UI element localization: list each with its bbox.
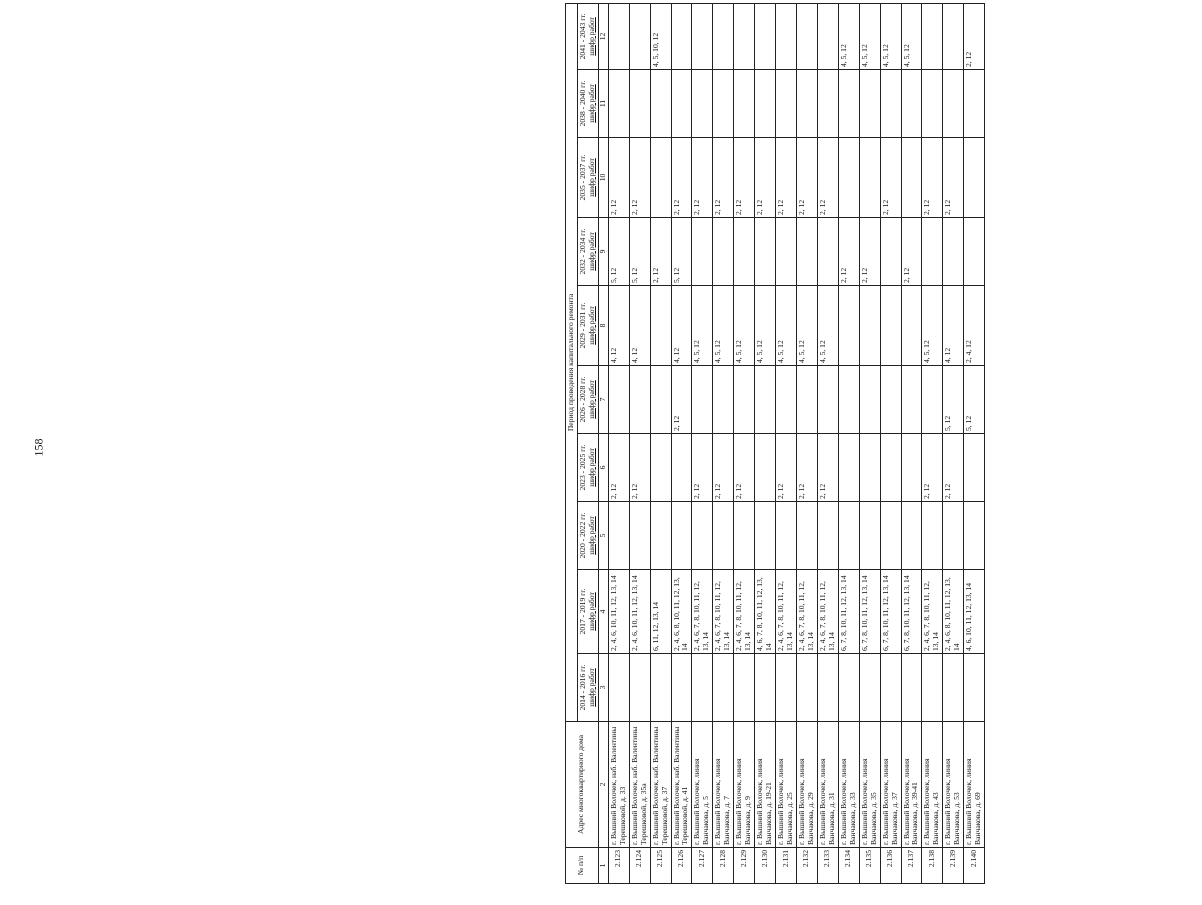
row-number: 2.140 [964, 848, 985, 884]
work-cipher-cell [650, 70, 671, 138]
work-cipher-cell [859, 366, 880, 434]
table-row [964, 3, 985, 883]
row-address: г. Вышний Волочек, линия Ванчакова, д. 5 [692, 722, 713, 848]
period-header [577, 70, 598, 138]
work-cipher-cell [629, 502, 650, 570]
work-cipher-cell: 4, 5, 12 [734, 286, 755, 366]
work-cipher-cell [671, 3, 692, 69]
period-years: 2023 - 2025 гг. [577, 444, 587, 491]
period-header [577, 286, 598, 366]
period-years: 2038 - 2040 гг. [577, 80, 587, 127]
column-number: 3 [598, 654, 608, 722]
row-number: 2.127 [692, 848, 713, 884]
work-cipher-cell: 6, 7, 8, 10, 11, 12, 13, 14 [880, 570, 901, 654]
row-number: 2.135 [859, 848, 880, 884]
period-header [577, 654, 598, 722]
row-number: 2.126 [671, 848, 692, 884]
table-row [817, 3, 838, 883]
period-years: 2041 - 2043 гг. [577, 13, 587, 60]
row-number: 2.125 [650, 848, 671, 884]
row-address: г. Вышний Волочек, линия Ванчакова, д. 35 [859, 722, 880, 848]
work-cipher-cell: 5, 12 [608, 218, 629, 286]
row-number: 2.136 [880, 848, 901, 884]
row-address: г. Вышний Волочек, наб. Валентины Терешковой, д. 33 [608, 722, 629, 848]
repair-schedule-table [565, 3, 985, 884]
work-cipher-cell: 2, 4, 6, 7, 8, 10, 11, 12, 13, 14 [776, 570, 797, 654]
work-cipher-cell [880, 434, 901, 502]
work-cipher-cell: 2, 12 [734, 434, 755, 502]
work-cipher-cell: 2, 4, 6, 10, 11, 12, 13, 14 [629, 570, 650, 654]
work-cipher-cell: 4, 5, 12 [796, 286, 817, 366]
cipher-label: шифр работ [586, 668, 596, 707]
work-cipher-cell [776, 366, 797, 434]
work-cipher-cell: 2, 12 [796, 138, 817, 218]
work-cipher-cell: 2, 12 [629, 138, 650, 218]
table-row [796, 3, 817, 883]
work-cipher-cell [713, 3, 734, 69]
period-header [577, 3, 598, 69]
work-cipher-cell [880, 70, 901, 138]
work-cipher-cell [880, 218, 901, 286]
work-cipher-cell: 4, 5, 12 [692, 286, 713, 366]
work-cipher-cell: 2, 4, 6, 8, 10, 11, 12, 13, 14 [943, 570, 964, 654]
column-number: 2 [598, 722, 608, 848]
work-cipher-cell: 2, 12 [692, 138, 713, 218]
work-cipher-cell [755, 654, 776, 722]
row-address: г. Вышний Волочек, линия Ванчакова, д. 37 [880, 722, 901, 848]
work-cipher-cell [608, 3, 629, 69]
work-cipher-cell: 2, 12 [650, 218, 671, 286]
period-years: 2029 - 2031 гг. [577, 302, 587, 349]
work-cipher-cell: 2, 4, 6, 8, 10, 11, 12, 13, 14 [671, 570, 692, 654]
row-address: г. Вышний Волочек, линия Ванчакова, д. 19-21 [755, 722, 776, 848]
row-number: 2.124 [629, 848, 650, 884]
work-cipher-cell: 6, 7, 8, 10, 11, 12, 13, 14 [901, 570, 922, 654]
work-cipher-cell [901, 502, 922, 570]
work-cipher-cell [692, 218, 713, 286]
table-row [943, 3, 964, 883]
work-cipher-cell [817, 366, 838, 434]
period-years: 2014 - 2016 гг. [577, 664, 587, 711]
work-cipher-cell [776, 70, 797, 138]
work-cipher-cell [692, 502, 713, 570]
table-row [608, 3, 629, 883]
row-number: 2.132 [796, 848, 817, 884]
work-cipher-cell: 4, 5, 12 [755, 286, 776, 366]
row-address: г. Вышний Волочек, линия Ванчакова, д. 29 [796, 722, 817, 848]
work-cipher-cell [817, 3, 838, 69]
table-wrapper [565, 4, 985, 884]
work-cipher-cell: 5, 12 [671, 218, 692, 286]
period-header [577, 434, 598, 502]
row-number: 2.130 [755, 848, 776, 884]
table-row [692, 3, 713, 883]
work-cipher-cell [964, 434, 985, 502]
work-cipher-cell [880, 502, 901, 570]
work-cipher-cell: 2, 12 [671, 138, 692, 218]
period-years: 2020 - 2022 гг. [577, 512, 587, 559]
work-cipher-cell: 2, 4, 6, 7, 8, 10, 11, 12, 13, 14 [817, 570, 838, 654]
work-cipher-cell [755, 3, 776, 69]
work-cipher-cell [922, 366, 943, 434]
row-number: 2.139 [943, 848, 964, 884]
row-address: г. Вышний Волочек, линия Ванчакова, д. 33 [838, 722, 859, 848]
work-cipher-cell [796, 366, 817, 434]
work-cipher-cell: 2, 12 [943, 138, 964, 218]
work-cipher-cell: 5, 12 [629, 218, 650, 286]
column-number: 4 [598, 570, 608, 654]
work-cipher-cell [755, 502, 776, 570]
work-cipher-cell [964, 654, 985, 722]
work-cipher-cell [796, 70, 817, 138]
period-header [577, 570, 598, 654]
period-years: 2032 - 2034 гг. [577, 228, 587, 275]
work-cipher-cell [755, 366, 776, 434]
work-cipher-cell [650, 654, 671, 722]
work-cipher-cell: 2, 12 [922, 434, 943, 502]
cipher-label: шифр работ [586, 17, 596, 56]
table-row [629, 3, 650, 883]
page-number: 158 [31, 438, 46, 457]
work-cipher-cell [943, 70, 964, 138]
period-years: 2017 - 2019 гг. [577, 588, 587, 635]
table-row [838, 3, 859, 883]
work-cipher-cell [608, 70, 629, 138]
work-cipher-cell [943, 218, 964, 286]
header-num: № п/п [566, 848, 599, 884]
work-cipher-cell [901, 286, 922, 366]
work-cipher-cell [671, 434, 692, 502]
table-row [776, 3, 797, 883]
work-cipher-cell [901, 434, 922, 502]
work-cipher-cell [629, 654, 650, 722]
work-cipher-cell: 4, 12 [608, 286, 629, 366]
work-cipher-cell [734, 3, 755, 69]
work-cipher-cell: 6, 11, 12, 13, 14 [650, 570, 671, 654]
work-cipher-cell [859, 502, 880, 570]
work-cipher-cell [859, 286, 880, 366]
work-cipher-cell [922, 70, 943, 138]
work-cipher-cell [629, 3, 650, 69]
row-number: 2.134 [838, 848, 859, 884]
work-cipher-cell: 2, 12 [838, 218, 859, 286]
cipher-label: шифр работ [586, 232, 596, 271]
period-years: 2035 - 2037 гг. [577, 154, 587, 201]
work-cipher-cell [755, 70, 776, 138]
period-header [577, 138, 598, 218]
work-cipher-cell: 2, 12 [692, 434, 713, 502]
work-cipher-cell [838, 502, 859, 570]
row-address: г. Вышний Волочек, линия Ванчакова, д. 43 [922, 722, 943, 848]
work-cipher-cell [650, 138, 671, 218]
work-cipher-cell: 4, 5, 12 [901, 3, 922, 69]
work-cipher-cell: 2, 12 [922, 138, 943, 218]
work-cipher-cell: 2, 12 [608, 434, 629, 502]
work-cipher-cell: 5, 12 [943, 366, 964, 434]
work-cipher-cell [838, 286, 859, 366]
work-cipher-cell: 2, 12 [713, 434, 734, 502]
work-cipher-cell [838, 654, 859, 722]
work-cipher-cell: 2, 4, 6, 7, 8, 10, 11, 12, 13, 14 [692, 570, 713, 654]
work-cipher-cell: 2, 4, 6, 7, 8, 10, 11, 12, 13, 14 [922, 570, 943, 654]
row-number: 2.131 [776, 848, 797, 884]
row-address: г. Вышний Волочек, наб. Валентины Терешковой, д. 35а [629, 722, 650, 848]
work-cipher-cell [817, 218, 838, 286]
work-cipher-cell [734, 218, 755, 286]
work-cipher-cell [943, 654, 964, 722]
work-cipher-cell: 6, 7, 8, 10, 11, 12, 13, 14 [838, 570, 859, 654]
row-number: 2.129 [734, 848, 755, 884]
work-cipher-cell: 4, 5, 12 [776, 286, 797, 366]
work-cipher-cell [922, 218, 943, 286]
work-cipher-cell: 4, 5, 12 [817, 286, 838, 366]
header-address: Адрес многоквартирного дома [566, 722, 599, 848]
work-cipher-cell [755, 218, 776, 286]
table-row [671, 3, 692, 883]
work-cipher-cell [734, 70, 755, 138]
row-number: 2.128 [713, 848, 734, 884]
cipher-label: шифр работ [586, 158, 596, 197]
work-cipher-cell [692, 366, 713, 434]
work-cipher-cell [629, 70, 650, 138]
work-cipher-cell [901, 654, 922, 722]
work-cipher-cell [692, 654, 713, 722]
row-number: 2.133 [817, 848, 838, 884]
row-address: г. Вышний Волочек, линия Ванчакова, д. 39-41 [901, 722, 922, 848]
column-number: 6 [598, 434, 608, 502]
cipher-label: шифр работ [586, 380, 596, 419]
work-cipher-cell [796, 654, 817, 722]
work-cipher-cell: 2, 12 [901, 218, 922, 286]
work-cipher-cell [880, 366, 901, 434]
table-row [859, 3, 880, 883]
table-row [734, 3, 755, 883]
cipher-label: шифр работ [586, 306, 596, 345]
table-row [755, 3, 776, 883]
work-cipher-cell [859, 654, 880, 722]
work-cipher-cell: 2, 12 [713, 138, 734, 218]
work-cipher-cell: 2, 12 [755, 138, 776, 218]
row-number: 2.137 [901, 848, 922, 884]
period-header [577, 218, 598, 286]
work-cipher-cell: 2, 4, 6, 7, 8, 10, 11, 12, 13, 14 [796, 570, 817, 654]
work-cipher-cell: 4, 5, 12 [859, 3, 880, 69]
column-number: 12 [598, 3, 608, 69]
column-number: 9 [598, 218, 608, 286]
work-cipher-cell [713, 502, 734, 570]
table-row [650, 3, 671, 883]
row-number: 2.138 [922, 848, 943, 884]
table-row [713, 3, 734, 883]
work-cipher-cell: 4, 5, 12 [922, 286, 943, 366]
row-address: г. Вышний Волочек, наб. Валентины Терешковой, д. 37 [650, 722, 671, 848]
column-number: 8 [598, 286, 608, 366]
work-cipher-cell: 4, 12 [671, 286, 692, 366]
work-cipher-cell [922, 502, 943, 570]
work-cipher-cell: 2, 12 [817, 138, 838, 218]
row-number: 2.123 [608, 848, 629, 884]
work-cipher-cell: 4, 12 [943, 286, 964, 366]
table-row [880, 3, 901, 883]
cipher-label: шифр работ [586, 592, 596, 631]
period-header [577, 502, 598, 570]
column-number: 11 [598, 70, 608, 138]
work-cipher-cell [713, 218, 734, 286]
work-cipher-cell: 2, 12 [671, 366, 692, 434]
work-cipher-cell: 2, 4, 6, 7, 8, 10, 11, 12, 13, 14 [713, 570, 734, 654]
work-cipher-cell: 2, 4, 12 [964, 286, 985, 366]
work-cipher-cell [964, 502, 985, 570]
header-period: Период проведения капитального ремонта [566, 3, 578, 721]
work-cipher-cell: 4, 6, 10, 11, 12, 13, 14 [964, 570, 985, 654]
column-number: 1 [598, 848, 608, 884]
work-cipher-cell [671, 70, 692, 138]
work-cipher-cell: 4, 5, 12 [838, 3, 859, 69]
work-cipher-cell: 4, 5, 12 [713, 286, 734, 366]
work-cipher-cell [880, 654, 901, 722]
work-cipher-cell [608, 502, 629, 570]
work-cipher-cell: 4, 12 [629, 286, 650, 366]
work-cipher-cell: 2, 4, 6, 7, 8, 10, 11, 12, 13, 14 [734, 570, 755, 654]
column-number: 10 [598, 138, 608, 218]
work-cipher-cell [964, 70, 985, 138]
work-cipher-cell [838, 70, 859, 138]
work-cipher-cell [692, 70, 713, 138]
work-cipher-cell [901, 138, 922, 218]
work-cipher-cell: 5, 12 [964, 366, 985, 434]
work-cipher-cell [629, 366, 650, 434]
work-cipher-cell: 2, 12 [629, 434, 650, 502]
work-cipher-cell [713, 654, 734, 722]
work-cipher-cell: 2, 12 [943, 434, 964, 502]
work-cipher-cell [671, 654, 692, 722]
table-row [901, 3, 922, 883]
row-address: г. Вышний Волочек, линия Ванчакова, д. 69 [964, 722, 985, 848]
work-cipher-cell [817, 654, 838, 722]
work-cipher-cell [964, 138, 985, 218]
work-cipher-cell: 2, 12 [734, 138, 755, 218]
work-cipher-cell [650, 434, 671, 502]
work-cipher-cell [650, 502, 671, 570]
row-address: г. Вышний Волочек, линия Ванчакова, д. 25 [776, 722, 797, 848]
work-cipher-cell [817, 502, 838, 570]
column-number: 7 [598, 366, 608, 434]
column-number-row [598, 3, 608, 883]
work-cipher-cell [776, 3, 797, 69]
rotated-page [562, 0, 1202, 892]
work-cipher-cell [776, 654, 797, 722]
work-cipher-cell [734, 502, 755, 570]
work-cipher-cell [859, 434, 880, 502]
work-cipher-cell [776, 218, 797, 286]
work-cipher-cell [838, 434, 859, 502]
work-cipher-cell [817, 70, 838, 138]
column-number: 5 [598, 502, 608, 570]
work-cipher-cell [608, 366, 629, 434]
work-cipher-cell [796, 218, 817, 286]
cipher-label: шифр работ [586, 516, 596, 555]
work-cipher-cell: 2, 12 [796, 434, 817, 502]
work-cipher-cell: 4, 5, 12 [880, 3, 901, 69]
work-cipher-cell [755, 434, 776, 502]
work-cipher-cell: 4, 5, 10, 12 [650, 3, 671, 69]
work-cipher-cell [859, 138, 880, 218]
row-address: г. Вышний Волочек, линия Ванчакова, д. 53 [943, 722, 964, 848]
work-cipher-cell [964, 218, 985, 286]
work-cipher-cell: 2, 12 [817, 434, 838, 502]
work-cipher-cell [880, 286, 901, 366]
work-cipher-cell [796, 3, 817, 69]
work-cipher-cell: 2, 12 [880, 138, 901, 218]
cipher-label: шифр работ [586, 448, 596, 487]
work-cipher-cell [796, 502, 817, 570]
work-cipher-cell [734, 654, 755, 722]
work-cipher-cell [901, 366, 922, 434]
work-cipher-cell [734, 366, 755, 434]
work-cipher-cell [692, 3, 713, 69]
work-cipher-cell [838, 138, 859, 218]
row-address: г. Вышний Волочек, линия Ванчакова, д. 9 [734, 722, 755, 848]
work-cipher-cell: 2, 12 [776, 434, 797, 502]
work-cipher-cell: 2, 12 [859, 218, 880, 286]
work-cipher-cell [859, 70, 880, 138]
work-cipher-cell [713, 70, 734, 138]
work-cipher-cell: 4, 6, 7, 8, 10, 11, 12, 13, 14 [755, 570, 776, 654]
row-address: г. Вышний Волочек, линия Ванчакова, д. 7 [713, 722, 734, 848]
work-cipher-cell: 2, 12 [964, 3, 985, 69]
work-cipher-cell: 6, 7, 8, 10, 11, 12, 13, 14 [859, 570, 880, 654]
work-cipher-cell [713, 366, 734, 434]
work-cipher-cell [671, 502, 692, 570]
table-row [922, 3, 943, 883]
work-cipher-cell [608, 654, 629, 722]
work-cipher-cell: 2, 4, 6, 10, 11, 12, 13, 14 [608, 570, 629, 654]
work-cipher-cell [838, 366, 859, 434]
work-cipher-cell [922, 3, 943, 69]
work-cipher-cell [922, 654, 943, 722]
period-years: 2026 - 2028 гг. [577, 376, 587, 423]
work-cipher-cell [650, 286, 671, 366]
work-cipher-cell [943, 3, 964, 69]
work-cipher-cell [943, 502, 964, 570]
work-cipher-cell [650, 366, 671, 434]
work-cipher-cell: 2, 12 [608, 138, 629, 218]
cipher-label: шифр работ [586, 84, 596, 123]
period-header [577, 366, 598, 434]
row-address: г. Вышний Волочек, линия Ванчакова, д. 31 [817, 722, 838, 848]
table-body [608, 3, 984, 883]
work-cipher-cell [776, 502, 797, 570]
row-address: г. Вышний Волочек, наб. Валентины Терешковой, д. 41 [671, 722, 692, 848]
work-cipher-cell [901, 70, 922, 138]
work-cipher-cell: 2, 12 [776, 138, 797, 218]
